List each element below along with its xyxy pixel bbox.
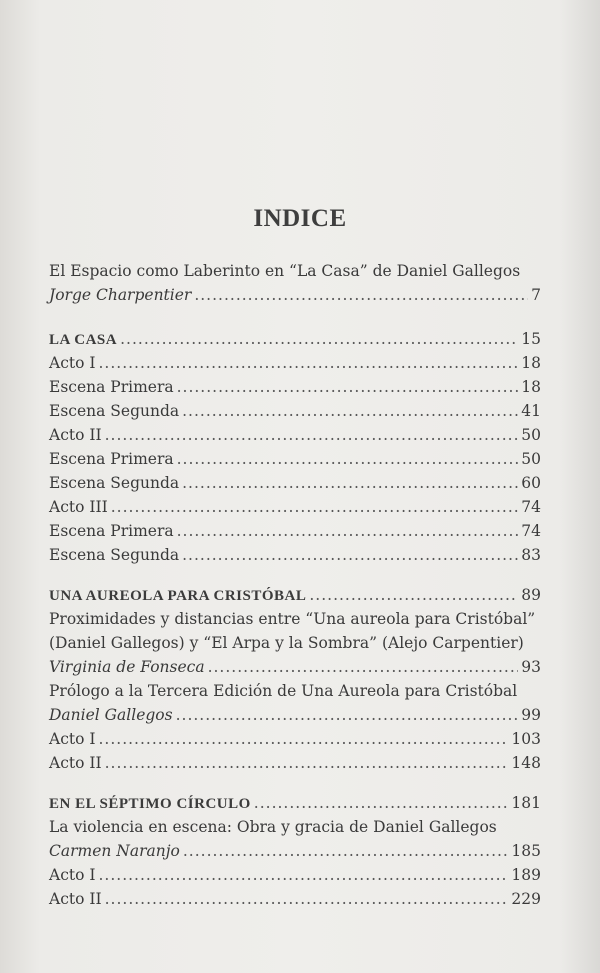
entry-text: (Daniel Gallegos) y “El Arpa y la Sombra” (Alejo Carpentier) <box>49 634 524 652</box>
dot-leader <box>177 376 519 399</box>
entry-text: Escena Primera <box>49 378 174 396</box>
dot-leader <box>254 792 509 815</box>
entry-text: Virginia de Fonseca <box>49 658 205 676</box>
dot-leader <box>99 864 509 887</box>
section-title: EN EL SÉPTIMO CÍRCULO <box>49 796 251 812</box>
entry-text: Acto II <box>49 754 102 772</box>
entry-text: Acto III <box>49 498 108 516</box>
toc-entry-essay-author <box>49 840 541 863</box>
page-number: 18 <box>521 354 541 372</box>
dot-leader <box>194 284 528 307</box>
dot-leader <box>105 752 509 775</box>
dot-leader <box>105 888 509 911</box>
dot-leader <box>182 472 518 495</box>
toc-entry <box>49 352 541 375</box>
dot-leader <box>176 704 519 727</box>
page-number: 189 <box>511 866 541 884</box>
dot-leader <box>177 520 519 543</box>
page-number: 99 <box>521 706 541 724</box>
dot-leader <box>120 328 518 351</box>
dot-leader <box>182 544 518 567</box>
toc-entry-essay-title <box>49 680 541 703</box>
dot-leader <box>182 400 518 423</box>
entry-text: Escena Primera <box>49 450 174 468</box>
page-number: 7 <box>531 286 541 304</box>
toc-entry <box>49 400 541 423</box>
page-number: 15 <box>521 330 541 348</box>
toc-entry <box>49 520 541 543</box>
page-number: 41 <box>521 402 541 420</box>
dot-leader <box>208 656 519 679</box>
entry-text: Acto II <box>49 890 102 908</box>
toc-entry <box>49 376 541 399</box>
section-title: UNA AUREOLA PARA CRISTÓBAL <box>49 588 307 604</box>
toc-entry-essay-author <box>49 656 541 679</box>
toc-entry <box>49 472 541 495</box>
toc-section-septimo-circulo <box>49 792 541 815</box>
entry-text: Escena Segunda <box>49 546 180 564</box>
entry-text: Jorge Charpentier <box>49 286 192 304</box>
entry-text: Escena Segunda <box>49 402 180 420</box>
entry-text: Escena Primera <box>49 522 174 540</box>
page-number: 18 <box>521 378 541 396</box>
dot-leader <box>105 424 519 447</box>
toc-section-la-casa <box>49 328 541 351</box>
toc-entry <box>49 752 541 775</box>
page-title: INDICE <box>253 205 347 232</box>
toc-entry-essay-title <box>49 632 541 655</box>
entry-text: Daniel Gallegos <box>49 706 173 724</box>
page-number: 181 <box>511 794 541 812</box>
toc-entry <box>49 496 541 519</box>
entry-text: Prólogo a la Tercera Edición de Una Aureola para Cristóbal <box>49 682 518 700</box>
entry-text: Escena Segunda <box>49 474 180 492</box>
page-number: 89 <box>521 586 541 604</box>
toc-entry <box>49 864 541 887</box>
toc-entry <box>49 728 541 751</box>
toc-entry <box>49 448 541 471</box>
dot-leader <box>111 496 519 519</box>
entry-text: Acto I <box>49 730 96 748</box>
toc-entry <box>49 888 541 911</box>
entry-text: La violencia en escena: Obra y gracia de Daniel Gallegos <box>49 818 497 836</box>
dot-leader <box>99 352 519 375</box>
toc-entry-essay-title <box>49 816 541 839</box>
entry-text: Acto I <box>49 866 96 884</box>
toc-entry-essay-author <box>49 284 541 307</box>
page-number: 74 <box>521 498 541 516</box>
dot-leader <box>309 584 518 607</box>
page-number: 83 <box>521 546 541 564</box>
page-number: 148 <box>511 754 541 772</box>
page-number: 93 <box>521 658 541 676</box>
entry-text: Carmen Naranjo <box>49 842 180 860</box>
toc-entry-essay-title <box>49 260 541 283</box>
page-number: 50 <box>521 426 541 444</box>
toc-entry-essay-author <box>49 704 541 727</box>
page-number: 50 <box>521 450 541 468</box>
section-title: LA CASA <box>49 332 118 348</box>
entry-text: Acto II <box>49 426 102 444</box>
toc-entry <box>49 544 541 567</box>
page-number: 185 <box>511 842 541 860</box>
toc-entry-essay-title <box>49 608 541 631</box>
entry-text: El Espacio como Laberinto en “La Casa” de Daniel Gallegos <box>49 262 521 280</box>
dot-leader <box>99 728 509 751</box>
dot-leader <box>183 840 509 863</box>
page-number: 103 <box>511 730 541 748</box>
toc-entry <box>49 424 541 447</box>
entry-text: Acto I <box>49 354 96 372</box>
page-number: 229 <box>511 890 541 908</box>
page-number: 74 <box>521 522 541 540</box>
page-number: 60 <box>521 474 541 492</box>
toc-section-aureola <box>49 584 541 607</box>
dot-leader <box>177 448 519 471</box>
entry-text: Proximidades y distancias entre “Una aureola para Cristóbal” <box>49 610 536 628</box>
